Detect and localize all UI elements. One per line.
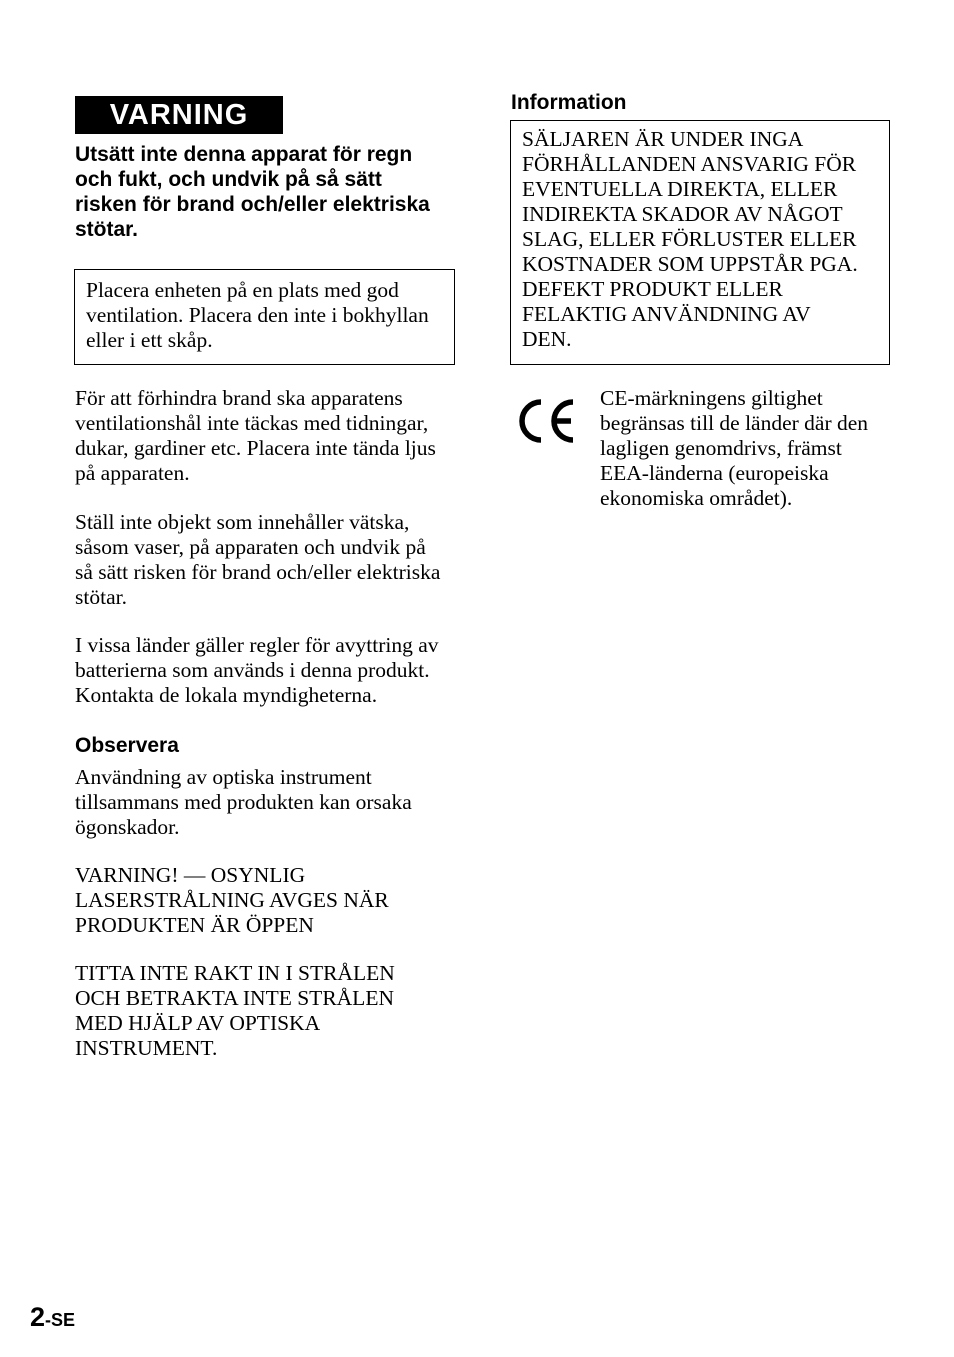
text-line: så sätt risken för brand och/eller elektriska: [75, 560, 441, 584]
text-line: EVENTUELLA DIREKTA, ELLER: [522, 177, 838, 201]
text-line: SLAG, ELLER FÖRLUSTER ELLER: [522, 227, 857, 251]
text-line: EEA-länderna (europeiska: [600, 461, 829, 485]
page-number: [30, 1302, 75, 1333]
text-line: på apparaten.: [75, 461, 190, 485]
optical-instrument-paragraph: [75, 765, 412, 840]
text-line: MED HJÄLP AV OPTISKA: [75, 1011, 321, 1035]
text-line: stötar.: [75, 585, 127, 609]
liquid-warning-paragraph: [75, 510, 440, 610]
text-line: stötar.: [75, 218, 139, 241]
text-line: Kontakta de lokala myndigheterna.: [75, 683, 378, 707]
text-line: ventilation. Placera den inte i bokhyllan: [86, 303, 429, 327]
information-heading: Information: [511, 91, 627, 114]
text-line: ögonskador.: [75, 815, 180, 839]
text-line: FÖRHÅLLANDEN ANSVARIG FÖR: [522, 152, 857, 176]
text-line: VARNING! — OSYNLIG: [75, 863, 306, 887]
text-line: Användning av optiska instrument: [75, 765, 372, 789]
observe-heading: Observera: [75, 734, 179, 757]
liability-disclaimer-box: [510, 120, 890, 365]
text-line: PRODUKTEN ÄR ÖPPEN: [75, 913, 314, 937]
text-line: LASERSTRÅLNING AVGES NÄR: [75, 888, 389, 912]
text-line: INSTRUMENT.: [75, 1036, 218, 1060]
warning-badge: VARNING: [75, 96, 283, 134]
page-language-suffix: -SE: [45, 1310, 76, 1330]
text-line: CE-märkningens giltighet: [600, 386, 823, 410]
text-line: TITTA INTE RAKT IN I STRÅLEN: [75, 961, 395, 985]
text-line: dukar, gardiner etc. Placera inte tända ljus: [75, 436, 436, 460]
text-line: Placera enheten på en plats med god: [86, 278, 399, 302]
text-line: såsom vaser, på apparaten och undvik på: [75, 535, 426, 559]
text-line: Ställ inte objekt som innehåller vätska,: [75, 510, 410, 534]
text-line: SÄLJAREN ÄR UNDER INGA: [522, 127, 804, 151]
text-line: tillsammans med produkten kan orsaka: [75, 790, 412, 814]
text-line: I vissa länder gäller regler för avyttring av: [75, 633, 439, 657]
text-line: lagligen genomdrivs, främst: [600, 436, 842, 460]
text-line: INDIREKTA SKADOR AV NÅGOT: [522, 202, 843, 226]
text-line: FELAKTIG ANVÄNDNING AV: [522, 302, 811, 326]
ventilation-notice-box: [74, 269, 455, 365]
text-line: För att förhindra brand ska apparatens: [75, 386, 403, 410]
text-line: Utsätt inte denna apparat för regn: [75, 143, 413, 166]
text-line: ventilationshål inte täckas med tidningar,: [75, 411, 429, 435]
text-line: begränsas till de länder där den: [600, 411, 869, 435]
text-line: DEFEKT PRODUKT ELLER: [522, 277, 783, 301]
text-line: och fukt, och undvik på så sätt: [75, 168, 382, 191]
text-line: OCH BETRAKTA INTE STRÅLEN: [75, 986, 394, 1010]
text-line: ekonomiska området).: [600, 486, 793, 510]
text-line: KOSTNADER SOM UPPSTÅR PGA.: [522, 252, 858, 276]
ce-marking-text: [600, 386, 868, 511]
text-line: risken för brand och/eller elektriska: [75, 193, 430, 216]
text-line: batterierna som används i denna produkt.: [75, 658, 430, 682]
ce-mark-icon: [515, 397, 577, 445]
text-line: eller i ett skåp.: [86, 328, 213, 352]
fire-prevention-paragraph: [75, 386, 436, 486]
laser-warning-paragraph: [75, 863, 389, 938]
battery-disposal-paragraph: [75, 633, 439, 708]
warning-lead-text: [75, 142, 430, 242]
beam-warning-paragraph: [75, 961, 395, 1061]
page-number-digit: 2: [30, 1302, 46, 1332]
text-line: DEN.: [522, 327, 572, 351]
